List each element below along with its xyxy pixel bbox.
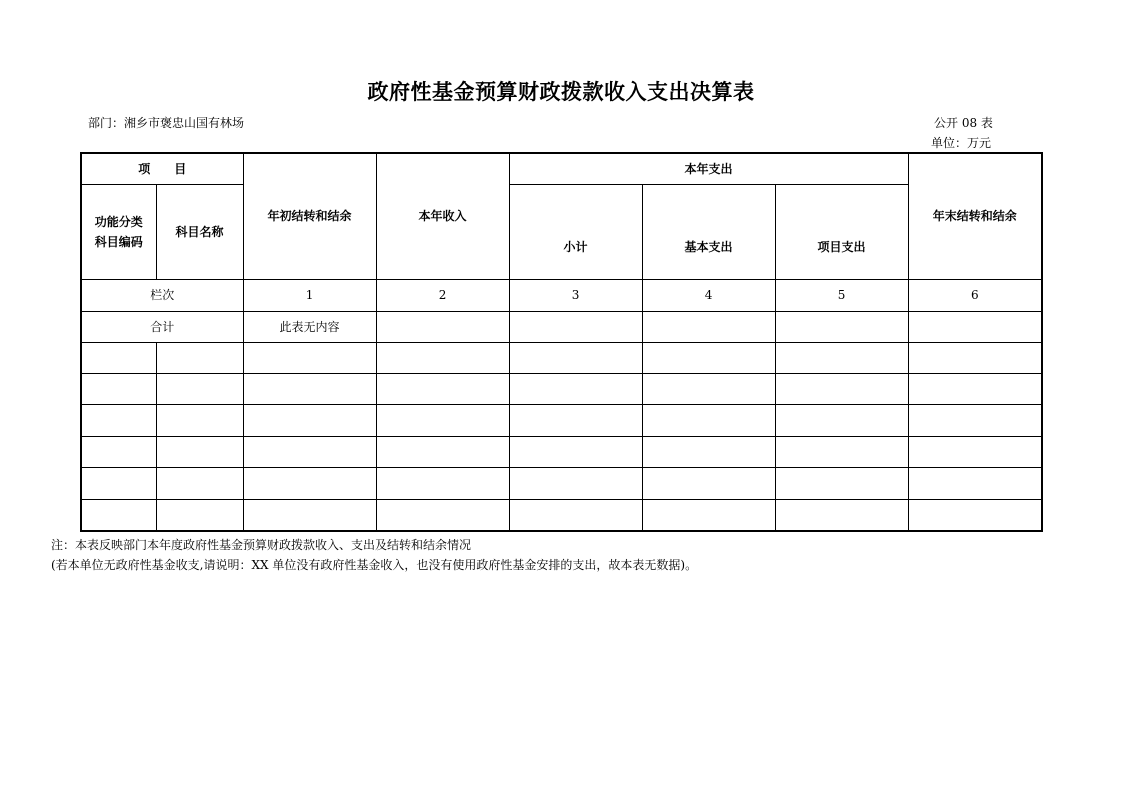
column-number: 3	[509, 279, 642, 311]
table-row	[81, 342, 1042, 373]
table-cell	[642, 311, 775, 342]
table-row	[81, 467, 1042, 499]
header-closing-balance: 年末结转和结余	[908, 153, 1042, 279]
page-title: 政府性基金预算财政拨款收入支出决算表	[367, 80, 755, 104]
table-row	[81, 404, 1042, 436]
note-line-2: (若本单位无政府性基金收支,请说明：XX 单位没有政府性基金收入，也没有使用政府性基金安排的支出，故本表无数据)。	[51, 558, 698, 572]
table-row	[81, 499, 1042, 531]
header-subtotal: 小计	[509, 184, 642, 279]
header-income: 本年收入	[376, 153, 509, 279]
header-opening-balance: 年初结转和结余	[243, 153, 376, 279]
table-cell	[509, 311, 642, 342]
form-number: 公开 08 表	[934, 116, 993, 130]
note-line-1: 注：本表反映部门本年度政府性基金预算财政拨款收入、支出及结转和结余情况	[51, 538, 472, 552]
header-basic: 基本支出	[642, 184, 775, 279]
table-cell	[376, 311, 509, 342]
header-func-code: 功能分类科目编码	[81, 184, 156, 279]
budget-table	[80, 152, 1043, 532]
table-row	[81, 436, 1042, 467]
column-number: 1	[243, 279, 376, 311]
header-item: 项 目	[81, 153, 243, 184]
no-content-note: 此表无内容	[243, 311, 376, 342]
column-number: 6	[908, 279, 1042, 311]
column-number: 5	[775, 279, 908, 311]
header-project: 项目支出	[775, 184, 908, 279]
column-number: 2	[376, 279, 509, 311]
table-cell	[775, 311, 908, 342]
unit-label: 单位：万元	[931, 136, 992, 150]
column-label: 栏次	[81, 279, 243, 311]
table-row	[81, 373, 1042, 404]
column-number: 4	[642, 279, 775, 311]
department-label: 部门：湘乡市褒忠山国有林场	[88, 116, 245, 130]
header-expenditure: 本年支出	[509, 153, 908, 184]
table-cell	[908, 311, 1042, 342]
total-label: 合计	[81, 311, 243, 342]
header-subject-name: 科目名称	[156, 184, 243, 279]
